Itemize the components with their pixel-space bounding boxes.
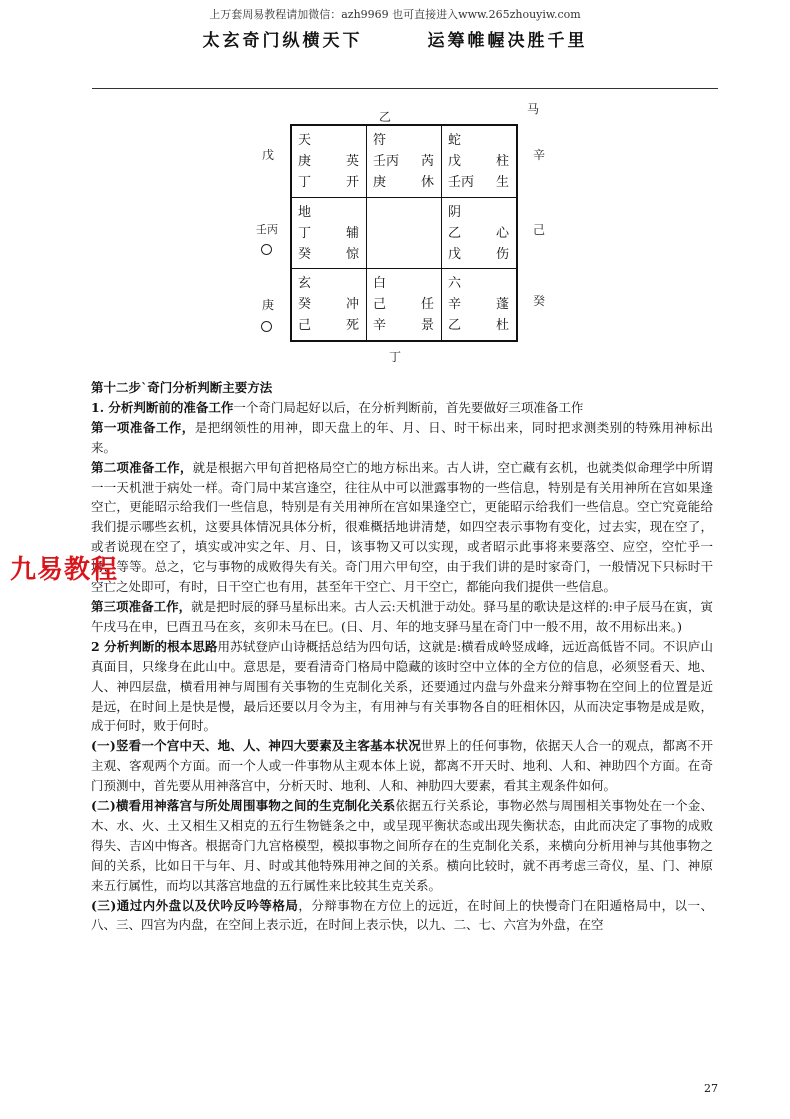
- palace-cell: [442, 198, 517, 269]
- page-number: 27: [704, 1082, 718, 1095]
- palace-stem: 丁: [298, 226, 312, 241]
- chart-top-right-label: 马: [527, 102, 540, 116]
- header-rule: [92, 88, 718, 89]
- palace-god: 白: [373, 276, 387, 291]
- document-body: [91, 378, 713, 935]
- palace-star: 辅: [345, 226, 359, 241]
- paragraph: (三)通过内外盘以及伏吟反吟等格局，分辩事物在方位上的远近，在时间上的快慢奇门在阳遁格局中，以一、八、三、四宫为内盘，在空间上表示近，在时间上表示快，以九、二、七、六宫为外盘，在空: [91, 897, 713, 933]
- palace-god: 六: [448, 276, 462, 291]
- palace-star: 柱: [495, 154, 509, 169]
- palace-door: 景: [420, 318, 434, 333]
- header-title-right: 运筹帷幄决胜千里: [427, 31, 588, 51]
- watermark-logo: 九易教程: [10, 555, 119, 585]
- chart-left-label-2: 壬丙: [256, 223, 278, 236]
- chart-right-label-1: 辛: [533, 148, 546, 162]
- page-header-title: [0, 26, 790, 51]
- palace-cell: [367, 126, 442, 197]
- palace-star: 英: [345, 154, 359, 169]
- palace-god: 天: [298, 133, 312, 148]
- palace-god: 阴: [448, 205, 462, 220]
- palace-cell: [292, 126, 367, 197]
- paragraph: (二)横看用神落宫与所处周围事物之间的生克制化关系依据五行关系论，事物必然与周围相关事物处在一个金、木、水、火、土又相生又相克的五行生物链条之中，或呈现平衡状态或出现失衡状态，由此而决定了事物的成败得失、吉凶中悔吝。根据奇门九宫格模型，模拟事物之间所存在的生克制化关系，来横向分析用神与其他事物之间的关系，比如日干与年、月、时或其他特殊用神之间的关系。横向比较时，就不再考虑三奇仪，星、门、神原来五行属性，而均以其落宫地盘的五行属性来比较其生克关系。: [91, 798, 713, 893]
- palace-door: 惊: [345, 247, 359, 262]
- palace-door: 生: [495, 175, 509, 190]
- palace-door: 伤: [495, 247, 509, 262]
- paragraph: 第一项准备工作，是把纲领性的用神，即天盘上的年、月、日、时干标出来，同时把求测类别的特殊用神标出来。: [91, 419, 713, 455]
- chart-right-label-3: 癸: [533, 294, 546, 308]
- palace-door: 死: [345, 318, 359, 333]
- palace-stem: 己: [298, 318, 312, 333]
- header-title-left: 太玄奇门纵横天下: [202, 31, 363, 51]
- palace-stem: 丁: [298, 175, 312, 190]
- palace-star: 心: [495, 226, 509, 241]
- palace-stem: 辛: [373, 318, 387, 333]
- section-heading: 第十二步`奇门分析判断主要方法: [91, 380, 273, 395]
- paragraph: 2 分析判断的根本思路用苏轼登庐山诗概括总结为四句话，这就是:横看成岭竖成峰，远近高低皆不同。不识庐山真面目，只缘身在此山中。意思是，要看清奇门格局中隐藏的该时空中立体的全方位的信息，必须竖看天、地、人、神四层盘，横看用神与周围有关事物的生克制化关系，还要通过内盘与外盘来分辩事物在空间上的位置是近是远，在时间上是快是慢，最后还要以月令为主，有用神与有关事物各自的旺相休囚，从而决定事物是成是败，成于何时，败于何时。: [91, 638, 713, 734]
- palace-cell: [442, 269, 517, 340]
- palace-stem: 庚: [298, 154, 312, 169]
- palace-star: 冲: [345, 297, 359, 312]
- palace-door: 开: [345, 175, 359, 190]
- paragraph: 1. 分析判断前的准备工作一个奇门局起好以后，在分析判断前，首先要做好三项准备工作: [91, 399, 584, 415]
- palace-stem: 己: [373, 297, 387, 312]
- palace-stem: 庚: [373, 175, 387, 190]
- palace-cell-center: [367, 198, 442, 269]
- palace-star: 任: [420, 297, 434, 312]
- qimen-nine-palace-grid: [290, 124, 518, 342]
- paragraph: 第三项准备工作，就是把时辰的驿马星标出来。古人云:天机泄于动处。驿马星的歌诀是这样的:申子辰马在寅，寅午戌马在申，巳酉丑马在亥，亥卯未马在巳。(日、月、年的地支驿马星在奇门中一般不用，故不用标出来。): [91, 598, 713, 634]
- palace-cell: [292, 269, 367, 340]
- palace-stem: 癸: [298, 297, 312, 312]
- palace-stem: 乙: [448, 318, 462, 333]
- palace-star: 芮: [420, 154, 434, 169]
- palace-stem: 壬丙: [373, 154, 400, 169]
- palace-god: 玄: [298, 276, 312, 291]
- palace-god: 蛇: [448, 133, 462, 148]
- palace-door: 杜: [495, 318, 509, 333]
- empty-mark-circle: [261, 244, 272, 255]
- palace-stem: 戊: [448, 154, 462, 169]
- paragraph: 第二项准备工作，就是根据六甲旬首把格局空亡的地方标出来。古人讲，空亡藏有玄机，也就类似命理学中所谓一一天机泄于病处一样。奇门局中某宫逢空，往往从中可以泄露事物的一些信息，特别是有关用神所在宫如果逢空亡，更能昭示给我们一些信息，特别是有关用神所在宫如果逢空亡，更能昭示给我们一些信息。空亡究竟能给我们提示哪些玄机，这要具体情况具体分析，很难概括地讲清楚，如四空表示事物有变化，过去实，现在空了，或者说现在空了，填实或冲实之年、月、日，该事物又可以实现，或者昭示此事将来要落空、应空，空忙乎一场，等等。总之，它与事物的成败得失有关。奇门用六甲旬空，由于我们讲的是时家奇门，一般情况下只标时干空亡之处即可，有时，日干空亡也有用，甚至年干空亡、月干空亡，都能向我们提供一些信息。: [91, 459, 713, 595]
- palace-god: 符: [373, 133, 387, 148]
- palace-stem: 戊: [448, 247, 462, 262]
- palace-cell: [292, 198, 367, 269]
- palace-stem: 辛: [448, 297, 462, 312]
- palace-cell: [367, 269, 442, 340]
- empty-mark-circle: [261, 321, 272, 332]
- chart-left-label-1: 戊: [262, 148, 275, 162]
- palace-stem: 癸: [298, 247, 312, 262]
- palace-stem: 乙: [448, 226, 462, 241]
- chart-top-label: 乙: [379, 110, 392, 124]
- palace-door: 休: [420, 175, 434, 190]
- chart-bottom-label: 丁: [389, 350, 402, 364]
- paragraph: (一)竖看一个宫中天、地、人、神四大要素及主客基本状况世界上的任何事物，依据天人合一的观点，都离不开主观、客观两个方面。而一个人或一件事物从主观本体上说，都离不开天时、地利、人和、神助四个方面。在奇门预测中，首先要从用神落宫中，分析天时、地利、人和、神肋四大要素，看其主观条件如何。: [91, 738, 713, 794]
- palace-stem: 壬丙: [448, 175, 475, 190]
- palace-god: 地: [298, 205, 312, 220]
- header-ad-line: 上万套周易教程请加微信：azh9969 也可直接进入www.265zhouyiw.com: [209, 8, 581, 21]
- chart-left-label-3: 庚: [262, 298, 275, 312]
- palace-cell: [442, 126, 517, 197]
- palace-star: 蓬: [495, 297, 509, 312]
- chart-right-label-2: 己: [533, 223, 546, 237]
